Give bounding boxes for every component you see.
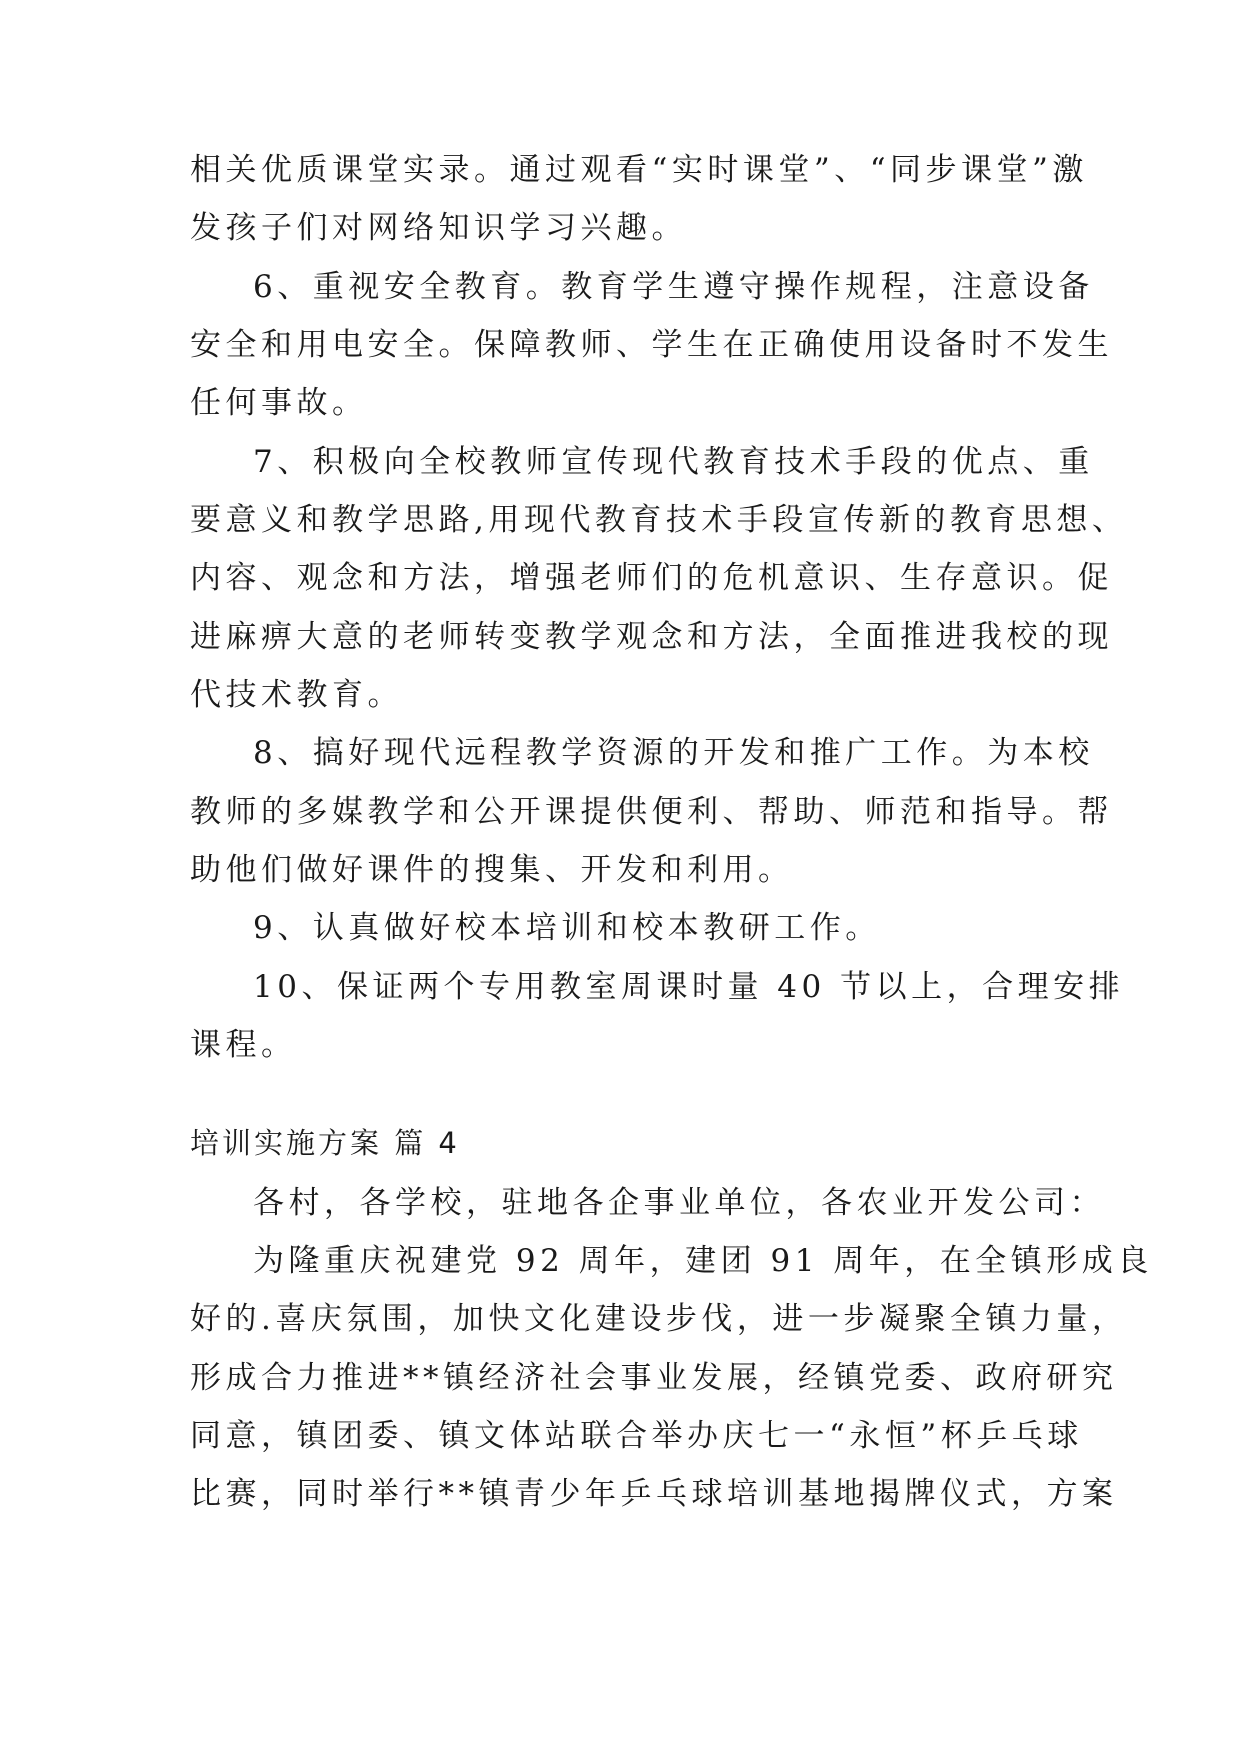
text-line: 进麻痹大意的老师转变教学观念和方法，全面推进我校的现 [190, 619, 1113, 655]
text-line: 要意义和教学思路,用现代教育技术手段宣传新的教育思想、 [190, 502, 1128, 538]
text-line: 课程。 [190, 1027, 297, 1063]
text-line: 相关优质课堂实录。通过观看“实时课堂”、“同步课堂”激 [190, 152, 1088, 188]
section-heading: 培训实施方案 篇 4 [190, 1126, 460, 1160]
paragraph-9-line: 9、认真做好校本培训和校本教研工作。 [253, 910, 881, 946]
text-line: 内容、观念和方法，增强老师们的危机意识、生存意识。促 [190, 560, 1113, 596]
paragraph-8-first-line: 8、搞好现代远程教学资源的开发和推广工作。为本校 [253, 735, 1094, 771]
text-line: 好的.喜庆氛围，加快文化建设步伐，进一步凝聚全镇力量， [190, 1301, 1128, 1337]
paragraph-6-first-line: 6、重视安全教育。教育学生遵守操作规程，注意设备 [253, 269, 1094, 305]
text-line: 安全和用电安全。保障教师、学生在正确使用设备时不发生 [190, 327, 1113, 363]
text-line: 教师的多媒教学和公开课提供便利、帮助、师范和指导。帮 [190, 794, 1113, 830]
paragraph-10-first-line: 10、保证两个专用教室周课时量 40 节以上，合理安排 [253, 969, 1125, 1005]
text-line: 同意，镇团委、镇文体站联合举办庆七一“永恒”杯乒乓球 [190, 1418, 1083, 1454]
salutation-line: 各村，各学校，驻地各企事业单位，各农业开发公司： [253, 1185, 1105, 1221]
body-paragraph-first-line: 为隆重庆祝建党 92 周年，建团 91 周年，在全镇形成良 [253, 1243, 1153, 1279]
paragraph-7-first-line: 7、积极向全校教师宣传现代教育技术手段的优点、重 [253, 444, 1094, 480]
text-line: 形成合力推进**镇经济社会事业发展，经镇党委、政府研究 [190, 1360, 1118, 1396]
text-line: 代技术教育。 [190, 677, 403, 713]
text-line: 发孩子们对网络知识学习兴趣。 [190, 210, 687, 246]
text-line: 任何事故。 [190, 385, 368, 421]
text-line: 助他们做好课件的搜集、开发和利用。 [190, 852, 794, 888]
text-line: 比赛，同时举行**镇青少年乒乓球培训基地揭牌仪式，方案 [190, 1476, 1118, 1512]
